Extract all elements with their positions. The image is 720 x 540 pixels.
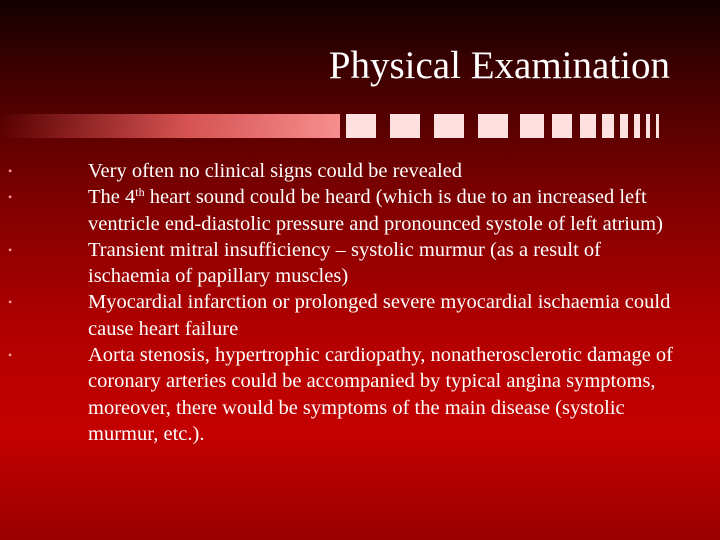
- bullet-text: Myocardial infarction or prolonged severe myocardial ischaemia could cause heart failure: [88, 291, 671, 340]
- divider-block: [634, 114, 640, 138]
- divider-block: [434, 114, 464, 138]
- bullet-text: Transient mitral insufficiency – systolic murmur (as a result of ischaemia of papillary muscles): [88, 238, 601, 288]
- bullet-item: [8, 184, 678, 237]
- bullet-marker: •: [8, 190, 13, 205]
- bullet-list: [0, 158, 720, 447]
- bullet-item: [8, 237, 678, 290]
- divider-block: [580, 114, 596, 138]
- bullet-marker: •: [8, 242, 13, 257]
- divider-block: [646, 114, 650, 138]
- divider-block: [552, 114, 572, 138]
- slide-title: Physical Examination: [328, 44, 670, 87]
- divider-block: [346, 114, 376, 138]
- bullet-text: Very often no clinical signs could be revealed: [88, 160, 462, 182]
- divider-block: [520, 114, 544, 138]
- divider-block: [620, 114, 628, 138]
- decorative-divider: [0, 114, 720, 138]
- bullet-superscript: th: [135, 185, 145, 200]
- divider-block: [656, 114, 659, 138]
- bullet-text-after: heart sound could be heard (which is due to an increased left ventricle end-diastolic pressure and pronounced systole of left atrium): [88, 186, 663, 235]
- bullet-item: [8, 289, 678, 342]
- bullet-text: Aorta stenosis, hypertrophic cardiopathy, nonatherosclerotic damage of coronary arteries could be accompanied by typical angina symptoms, moreover, there would be symptoms of the main disease (systolic murmur, etc.).: [88, 344, 674, 445]
- bullet-item: [8, 158, 678, 184]
- divider-gradient-band: [0, 114, 340, 138]
- bullet-marker: •: [8, 348, 13, 363]
- bullet-item: [8, 342, 678, 447]
- divider-block: [390, 114, 420, 138]
- bullet-text-before: The 4: [88, 186, 136, 209]
- bullet-marker: •: [8, 164, 13, 178]
- divider-block: [478, 114, 508, 138]
- divider-block: [602, 114, 614, 138]
- bullet-marker: •: [8, 295, 13, 310]
